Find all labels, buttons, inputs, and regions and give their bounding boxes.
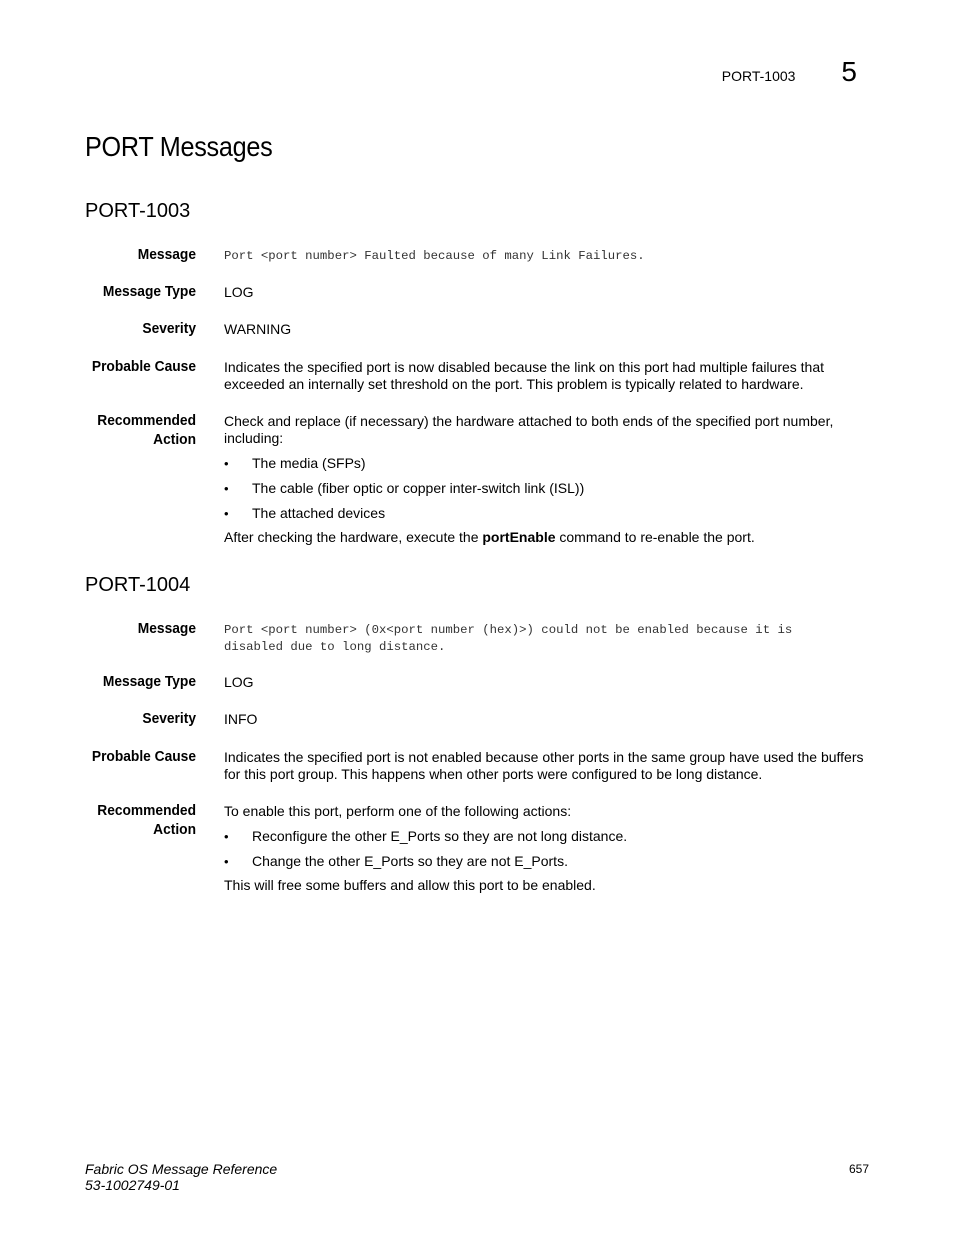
bullet-icon: • <box>224 481 229 496</box>
probable-cause-label: Probable Cause <box>91 359 196 375</box>
message-type-value: LOG <box>224 284 254 300</box>
message-label: Message <box>137 621 196 637</box>
section-heading-port-1003: PORT-1003 <box>85 200 191 222</box>
bullet-icon: • <box>224 456 229 471</box>
bullet-icon: • <box>224 506 229 521</box>
footer-doc-info <box>85 1161 277 1193</box>
action-intro: Check and replace (if necessary) the hardware attached to both ends of the specified port number, including: <box>224 413 834 446</box>
recommended-action-label: Recommended Action <box>97 413 196 448</box>
probable-cause-text: Indicates the specified port is not enabled because other ports in the same group have used the buffers for this port group. This happens when other ports were configured to be long distance. <box>224 749 864 782</box>
action-intro: To enable this port, perform one of the following actions: <box>224 803 572 819</box>
severity-label: Severity <box>142 711 196 727</box>
bullet-icon: • <box>224 854 229 869</box>
message-type-label: Message Type <box>102 674 196 690</box>
footer-doc-title: Fabric OS Message Reference <box>85 1161 278 1177</box>
running-header <box>722 58 857 86</box>
message-row <box>0 620 954 654</box>
message-type-row <box>0 283 954 302</box>
message-text: Port <port number> Faulted because of many Link Failures. <box>224 249 645 263</box>
severity-value: WARNING <box>224 321 292 337</box>
severity-value: INFO <box>224 711 258 727</box>
bullet-icon: • <box>224 829 229 844</box>
probable-cause-label: Probable Cause <box>91 749 196 765</box>
message-row <box>0 246 954 265</box>
severity-row <box>0 320 954 339</box>
probable-cause-row <box>0 748 954 782</box>
recommended-action-label: Recommended Action <box>97 803 196 838</box>
chapter-number: 5 <box>841 56 857 87</box>
section-heading-port-1004: PORT-1004 <box>85 574 191 596</box>
severity-label: Severity <box>142 321 196 337</box>
list-item: • Change the other E_Ports so they are not E_Ports. <box>224 853 568 869</box>
footer-doc-number: 53-1002749-01 <box>85 1177 180 1193</box>
probable-cause-row <box>0 358 954 392</box>
severity-row <box>0 710 954 729</box>
message-label: Message <box>137 247 196 263</box>
action-followup: This will free some buffers and allow this port to be enabled. <box>224 877 596 893</box>
recommended-action-row <box>0 412 954 545</box>
recommended-action-row <box>0 802 954 893</box>
message-type-row <box>0 673 954 692</box>
action-followup: After checking the hardware, execute the portEnable command to re-enable the port. <box>224 529 755 545</box>
probable-cause-text: Indicates the specified port is now disabled because the link on this port had multiple failures that exceeded an internally set threshold on the port. This problem is typically related to hardware. <box>224 359 825 392</box>
list-item: • The media (SFPs) <box>224 455 366 471</box>
message-type-label: Message Type <box>102 284 196 300</box>
page-title: PORT Messages <box>85 131 273 162</box>
command-name: portEnable <box>482 529 556 545</box>
list-item: • The attached devices <box>224 505 386 521</box>
recommended-action-text <box>224 413 869 546</box>
page-number: 657 <box>848 1162 869 1176</box>
list-item: • The cable (fiber optic or copper inter-switch link (ISL)) <box>224 480 585 496</box>
running-header-title: PORT-1003 <box>721 68 796 84</box>
recommended-action-text <box>224 803 869 894</box>
list-item: • Reconfigure the other E_Ports so they are not long distance. <box>224 828 628 844</box>
message-text: Port <port number> (0x<port number (hex)>) could not be enabled because it is disabled due to long distance. <box>224 623 793 654</box>
message-type-value: LOG <box>224 674 254 690</box>
